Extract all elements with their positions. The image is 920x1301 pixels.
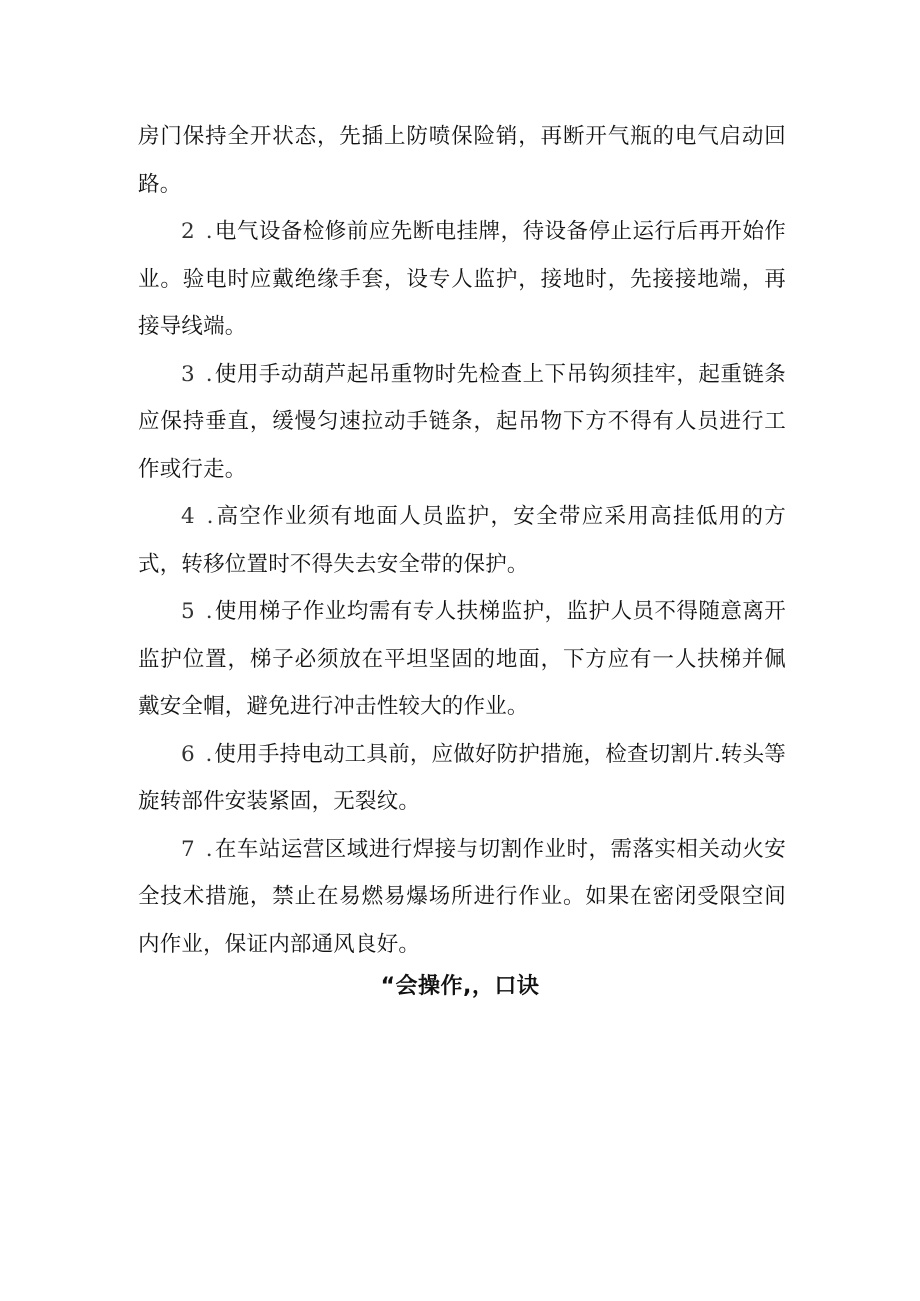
- document-body: [138, 113, 786, 968]
- item-separator: .: [196, 741, 215, 767]
- item-paragraph-7: [138, 826, 786, 969]
- item-number: 5: [181, 599, 197, 624]
- item-paragraph-5: [138, 588, 786, 731]
- item-number: 2: [181, 219, 197, 244]
- item-number: 7: [181, 836, 197, 862]
- item-number: 6: [181, 741, 197, 767]
- item-paragraph-6: [138, 731, 786, 826]
- item-separator: .: [196, 504, 216, 529]
- item-separator: .: [196, 836, 215, 862]
- item-text: 使用梯子作业均需有专人扶梯监护，监护人员不得随意离开监护位置，梯子必须放在平坦坚固的地面，下方应有一人扶梯并佩戴安全帽，避免进行冲击性较大的作业。: [138, 599, 787, 719]
- item-number: 4: [181, 504, 197, 529]
- item-text: 使用手动葫芦起吊重物时先检查上下吊钩须挂牢，起重链条应保持垂直，缓慢匀速拉动手链条，起吊物下方不得有人员进行工作或行走。: [138, 361, 787, 482]
- item-separator: .: [196, 599, 215, 624]
- item-text: 高空作业须有地面人员监护，安全带应采用高挂低用的方式，转移位置时不得失去安全带的保护。: [138, 504, 786, 577]
- item-separator: .: [196, 219, 215, 244]
- intro-paragraph: 房门保持全开状态，先插上防喷保险销，再断开气瓶的电气启动回路。: [138, 124, 786, 197]
- section-heading: “会操作,，口诀: [380, 974, 540, 999]
- item-paragraph-3: [138, 351, 786, 494]
- item-separator: .: [196, 361, 215, 387]
- item-text: 在车站运营区域进行焊接与切割作业时，需落实相关动火安全技术措施，禁止在易燃易爆场所进行作业。如果在密闭受限空间内作业，保证内部通风良好。: [138, 836, 787, 957]
- item-text: 使用手持电动工具前，应做好防护措施，检查切割片.转头等旋转部件安装紧固，无裂纹。: [138, 741, 786, 814]
- item-paragraph-4: [138, 493, 786, 588]
- item-paragraph-2: [138, 208, 786, 351]
- item-text: 电气设备检修前应先断电挂牌，待设备停止运行后再开始作业。验电时应戴绝缘手套，设专人监护，接地时，先接接地端，再接导线端。: [138, 219, 787, 339]
- item-number: 3: [181, 361, 197, 387]
